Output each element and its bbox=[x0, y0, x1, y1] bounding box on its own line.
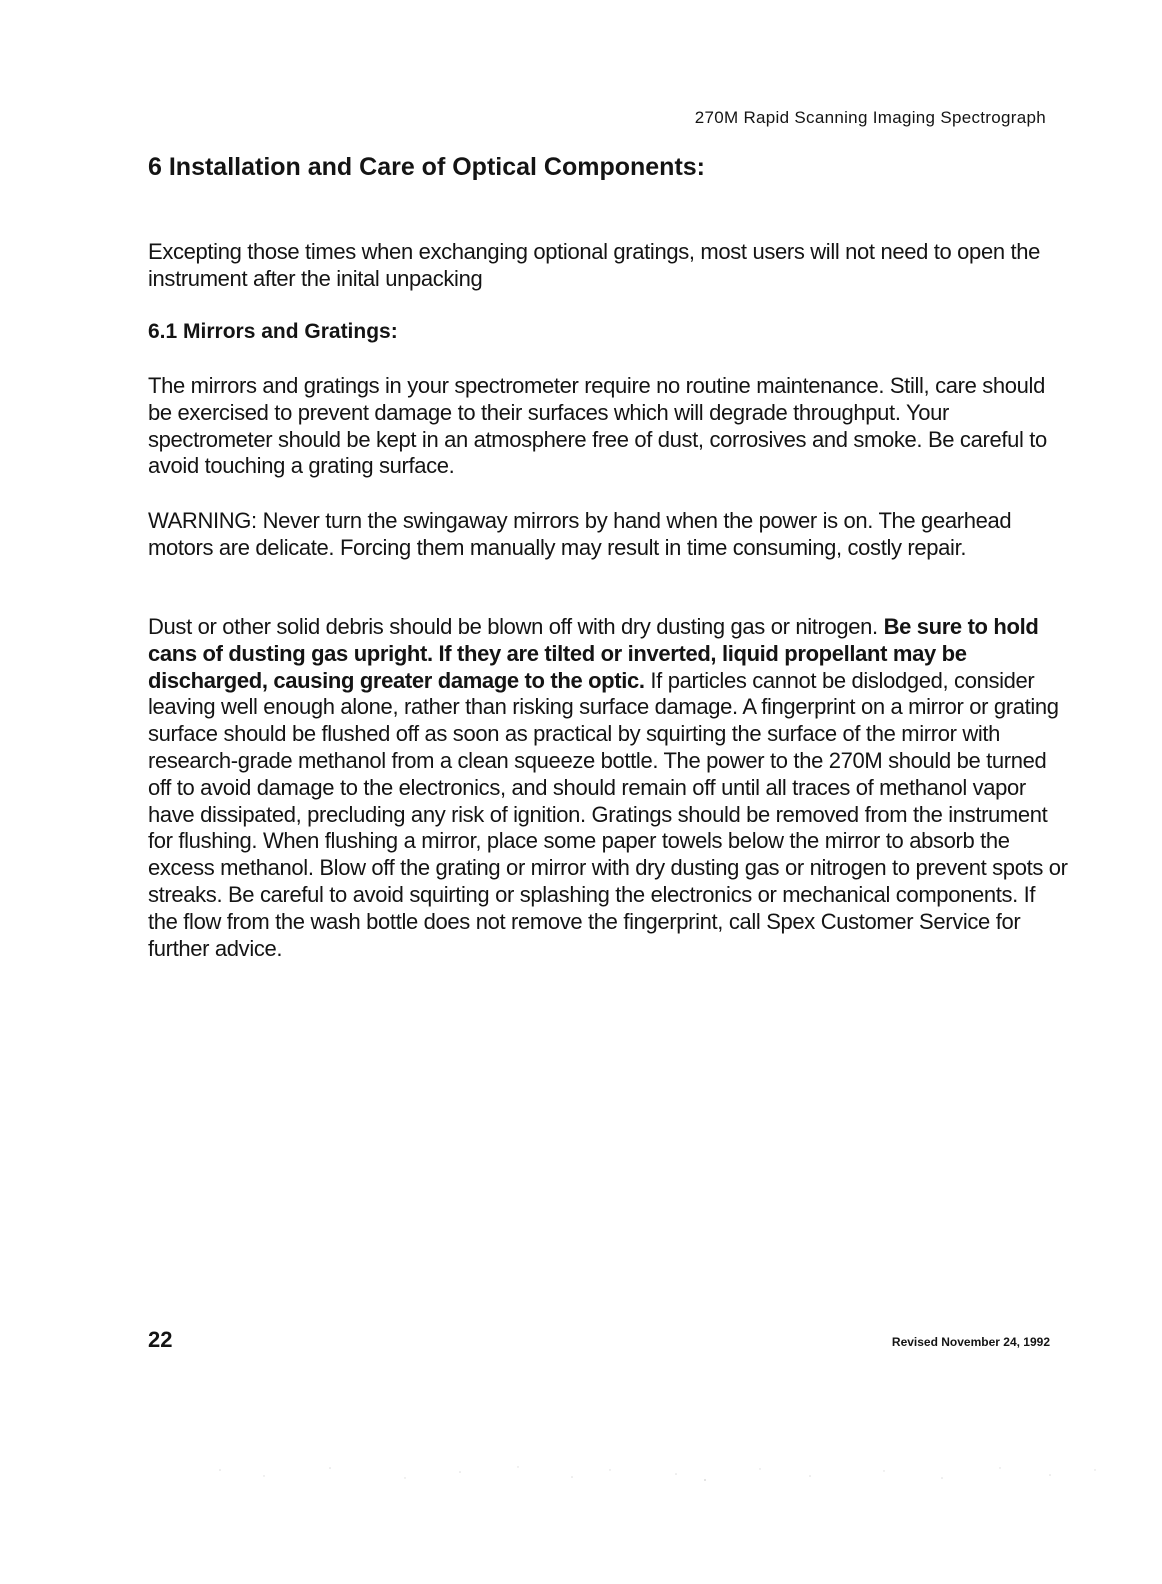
paragraph-maintenance: The mirrors and gratings in your spectrometer require no routine maintenance. Still, care should be exercised to prevent damage to their surfaces which will degrade throughput. Your spectrometer should be kept in an atmosphere free of dust, corrosives and smoke. Be careful to avoid touching a grating surface. bbox=[148, 373, 1047, 479]
intro-paragraph: Excepting those times when exchanging optional gratings, most users will not need to open the instrument after the inital unpacking bbox=[148, 239, 1041, 291]
scan-speckle-decoration bbox=[200, 1458, 1120, 1488]
paragraph-cleaning bbox=[148, 614, 1068, 962]
revision-date: Revised November 24, 1992 bbox=[891, 1335, 1050, 1349]
paragraph-warning: WARNING: Never turn the swingaway mirrors by hand when the power is on. The gearhead motors are delicate. Forcing them manually may result in time consuming, costly repair. bbox=[148, 508, 1012, 560]
cleaning-rest-text: If particles cannot be dislodged, consider leaving well enough alone, rather than risking surface damage. A fingerprint on a mirror or grating surface should be flushed off as soon as practical by squirting the surface of the mirror with research-grade methanol from a clean squeeze bottle. The power to the 270M should be turned off to avoid damage to the electronics, and should remain off until all traces of methanol vapor have dissipated, precluding any risk of ignition. Gratings should be removed from the instrument for flushing. When flushing a mirror, place some paper towels below the mirror to absorb the excess methanol. Blow off the grating or mirror with dry dusting gas or nitrogen to prevent spots or streaks. Be careful to avoid squirting or splashing the electronics or mechanical components. If the flow from the wash bottle does not remove the fingerprint, call Spex Customer Service for further advice. bbox=[148, 667, 1068, 961]
running-header: 270M Rapid Scanning Imaging Spectrograph bbox=[694, 108, 1046, 127]
page-number: 22 bbox=[148, 1327, 173, 1352]
cleaning-lead-text: Dust or other solid debris should be blown off with dry dusting gas or nitrogen. bbox=[148, 614, 884, 639]
subsection-title: 6.1 Mirrors and Gratings: bbox=[148, 320, 398, 343]
section-title: 6 Installation and Care of Optical Components: bbox=[148, 153, 706, 181]
dusting-gas-caution: Be sure to hold cans of dusting gas upright. If they are tilted or inverted, liquid propellant may be discharged, causing greater damage to the optic. bbox=[148, 614, 1039, 693]
